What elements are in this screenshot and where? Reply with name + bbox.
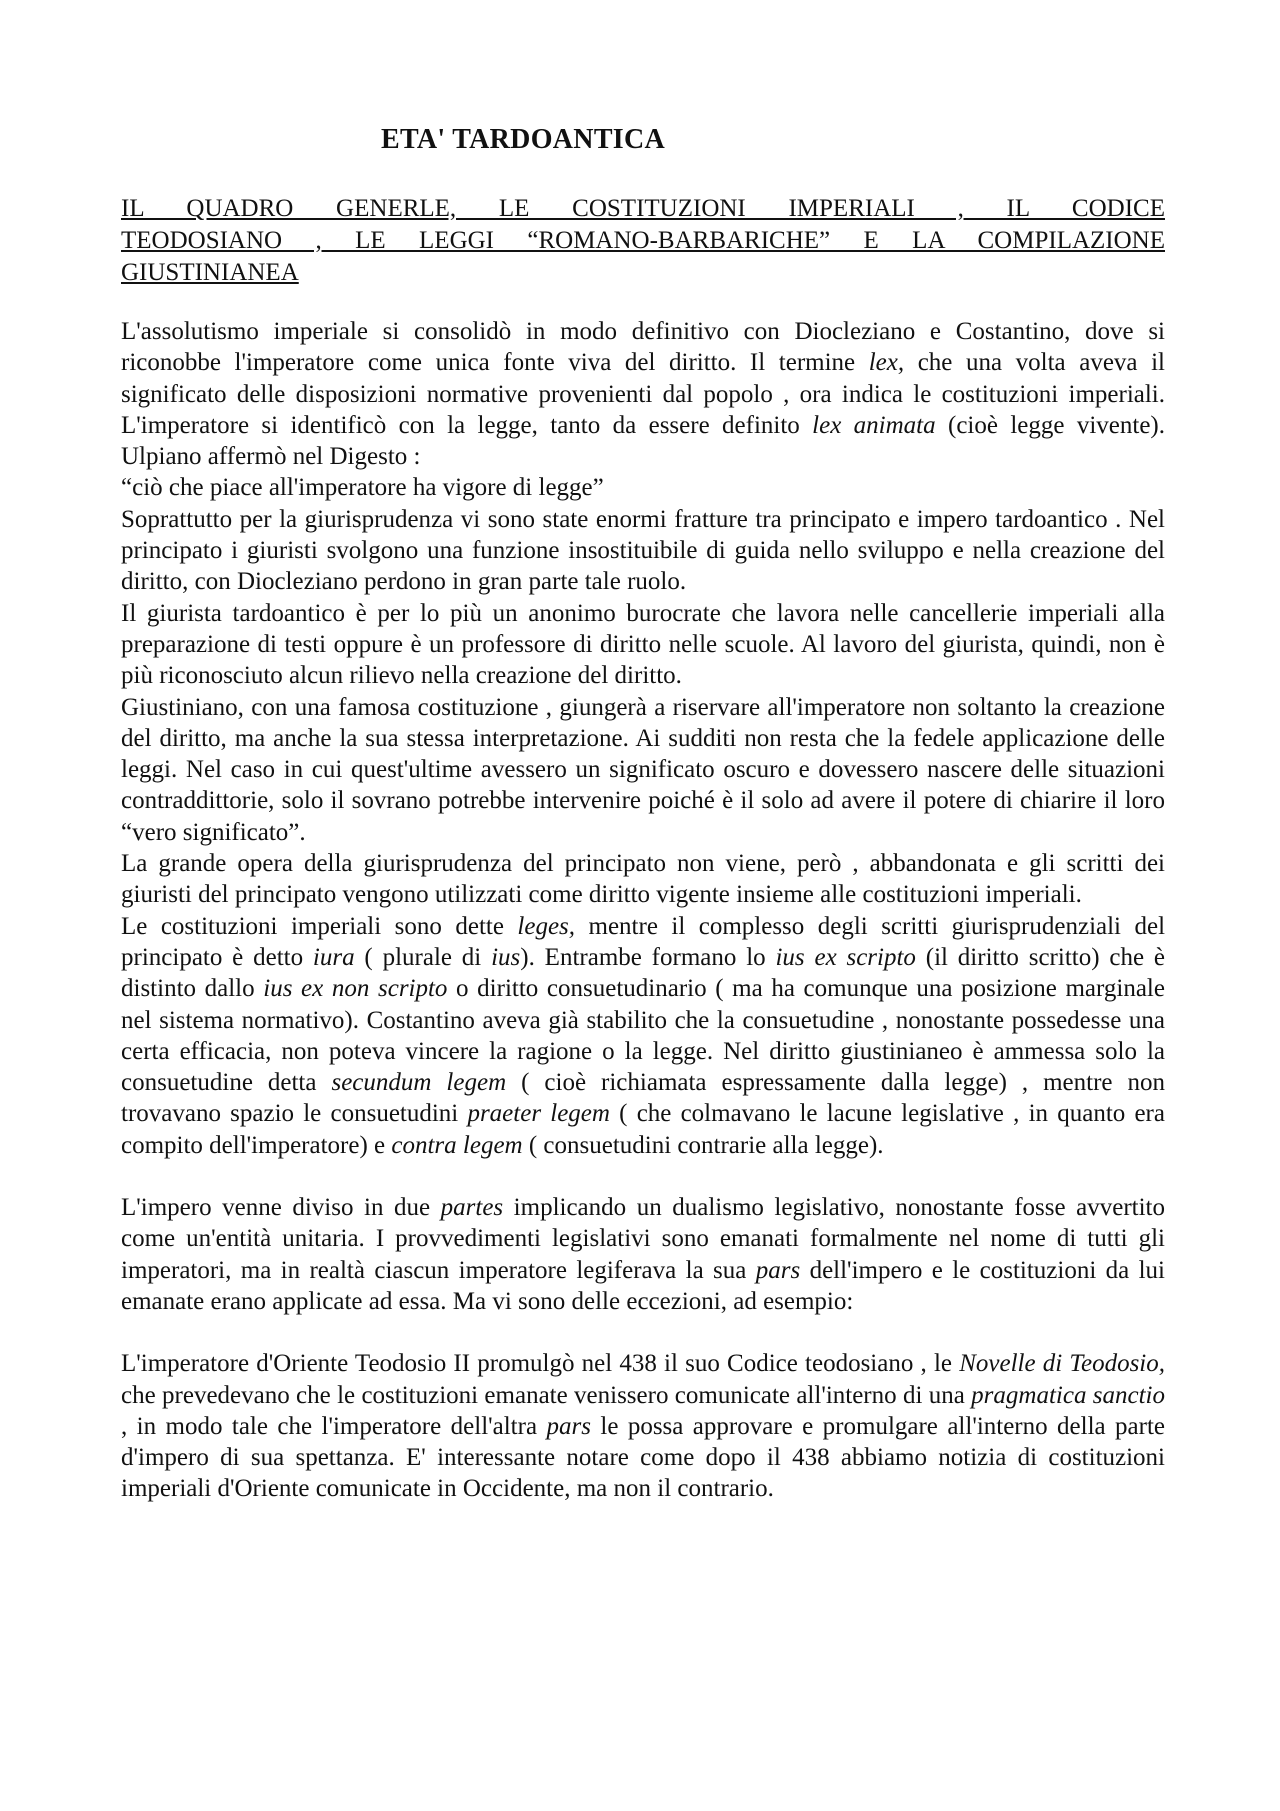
paragraph-7 [121, 1192, 1165, 1317]
text-run: L'assolutismo imperiale si consolidò in modo definitivo con Diocleziano e Costantino, dove si riconobbe l'imperatore come unica fonte viva del diritto. Il termine [121, 318, 1165, 377]
text-run: ). Entrambe formano lo [520, 943, 776, 971]
paragraph-4: Giustiniano, con una famosa costituzione , giungerà a riservare all'imperatore non soltanto la creazione del diritto, ma anche la sua stessa interpretazione. Ai sudditi non resta che la fedele applicazione delle leggi. Nel caso in cui quest'ultime avessero un significato oscuro e dovessero nascere delle situazioni contraddittorie, solo il sovrano potrebbe intervenire poiché è il solo ad avere il potere di chiarire il loro “vero significato”. [121, 693, 1165, 846]
text-run: o diritto consuetudinario ( ma ha comunque una posizione marginale nel sistema normativo). Costantino aveva già stabilito che la consuetudine , nonostante possedesse una certa efficacia, non poteva vincere la ragione o la legge. Nel diritto giustinianeo è ammessa solo la consuetudine detta [121, 975, 1165, 1097]
italic-term: ius [491, 943, 521, 971]
italic-term: leges, [517, 912, 576, 940]
text-run: ( che colmavano le lacune legislative , in quanto era compito dell'imperatore) e [121, 1100, 1165, 1159]
italic-term: contra legem [391, 1131, 523, 1159]
text-run: ( consuetudini contrarie alla legge). [522, 1131, 884, 1159]
paragraph-gap [121, 1161, 1165, 1192]
italic-term: Novelle di Teodosio, [959, 1350, 1166, 1378]
italic-term: pars [546, 1412, 591, 1440]
text-run: , in modo tale che l'imperatore dell'altra [121, 1412, 547, 1440]
text-run: dell'impero e le costituzioni da lui emanate erano applicate ad essa. Ma vi sono delle eccezioni, ad esempio: [121, 1256, 1165, 1315]
document-title: ETA' TARDOANTICA [380, 124, 666, 155]
italic-term: secundum legem [331, 1069, 507, 1097]
paragraph-3: Il giurista tardoantico è per lo più un anonimo burocrate che lavora nelle cancellerie imperiali alla preparazione di testi oppure è un professore di diritto nelle scuole. Al lavoro del giurista, quindi, non è più riconosciuto alcun rilievo nella creazione del diritto. [121, 599, 1165, 690]
text-run: che prevedevano che le costituzioni emanate venissero comunicate all'interno di una [121, 1381, 972, 1409]
paragraph-gap [121, 1317, 1165, 1348]
italic-term: pars [755, 1256, 801, 1284]
text-run: Le costituzioni imperiali sono dette [121, 912, 518, 940]
paragraph-6 [121, 911, 1165, 1161]
italic-term: partes [440, 1194, 504, 1222]
text-run: che una volta aveva il significato delle disposizioni normative provenienti dal popolo , ora indica le costituzioni imperiali. L'imperatore si identificò con la legge, tanto da essere definito [121, 349, 1165, 439]
subtitle-line-3: GIUSTINIANEA [121, 259, 299, 286]
paragraph-5: La grande opera della giurisprudenza del principato non viene, però , abbandonata e gli scritti dei giuristi del principato vengono utilizzati come diritto vigente insieme alle costituzioni imperiali. [121, 850, 1165, 909]
text-run: le possa approvare e promulgare all'interno della parte d'impero di sua spettanza. E' interessante notare come dopo il 438 abbiamo notizia di costituzioni imperiali d'Oriente comunicate in Occidente, ma non il contrario. [121, 1412, 1166, 1503]
quote-line: “ciò che piace all'imperatore ha vigore di legge” [121, 474, 604, 502]
text-run: ( cioè richiamata espressamente dalla legge) , mentre non trovavano spazio le consuetudini [121, 1069, 1165, 1128]
italic-term: pragmatica sanctio [971, 1381, 1165, 1409]
paragraph-2: Soprattutto per la giurisprudenza vi sono state enormi fratture tra principato e impero tardoantico . Nel principato i giuristi svolgono una funzione insostituibile di guida nello sviluppo e nella creazione del diritto, con Diocleziano perdono in gran parte tale ruolo. [121, 505, 1165, 596]
subtitle-line-1: IL QUADRO GENERLE, LE COSTITUZIONI IMPERIALI , IL CODICE [121, 195, 1165, 222]
document-subtitle [121, 193, 1165, 289]
text-run: ( plurale di [354, 943, 492, 971]
italic-term: iura [312, 943, 355, 971]
italic-term: ius ex non scripto [263, 975, 448, 1003]
paragraph-1 [121, 316, 1165, 472]
italic-term: praeter legem [467, 1100, 610, 1128]
paragraph-8 [121, 1348, 1165, 1504]
document-body [121, 316, 1165, 1505]
text-run: L'impero venne diviso in due [121, 1194, 441, 1222]
italic-term: ius ex scripto [775, 943, 916, 971]
text-run: L'imperatore d'Oriente Teodosio II promulgò nel 438 il suo Codice teodosiano , le [121, 1350, 960, 1378]
text-run: (cioè legge vivente). Ulpiano affermò nel Digesto : [121, 411, 1166, 471]
text-run: (il diritto scritto) che è distinto dallo [121, 943, 1165, 1003]
italic-term: lex, [868, 349, 905, 377]
text-run: mentre il complesso degli scritti giurisprudenziali del principato è detto [121, 912, 1166, 971]
text-run: implicando un dualismo legislativo, nonostante fosse avvertito come un'entità unitaria. I provvedimenti legislativi sono emanati formalmente nel nome di tutti gli imperatori, ma in realtà ciascun imperatore legiferava la sua [121, 1194, 1165, 1284]
subtitle-line-2: TEODOSIANO , LE LEGGI “ROMANO-BARBARICHE” E LA COMPILAZIONE [121, 227, 1165, 254]
italic-term: lex animata [812, 411, 936, 439]
